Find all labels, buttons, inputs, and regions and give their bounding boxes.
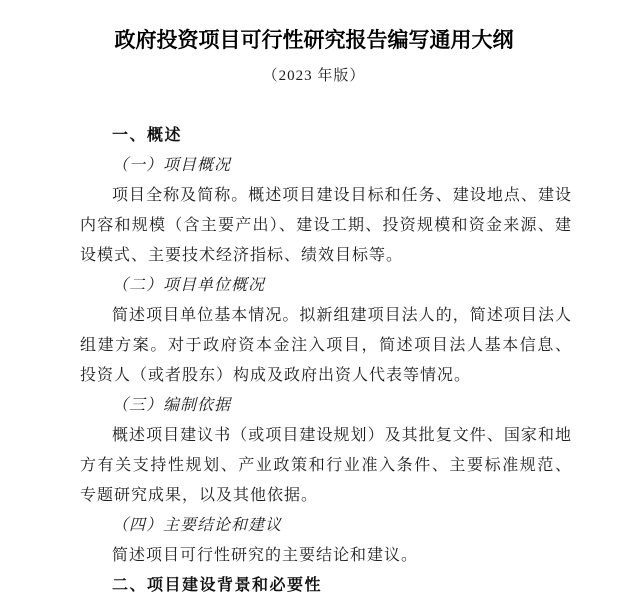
sub-heading: （三）编制依据 [112,397,232,414]
document-body [0,121,628,592]
body-paragraph: 简述项目可行性研究的主要结论和建议。 [112,547,419,564]
edition-subtitle: （2023 年版） [262,68,366,84]
section-heading: 一、概述 [112,127,183,144]
sub-heading: （四）主要结论和建议 [112,517,283,534]
body-paragraph: 概述项目建议书（或项目建设规划）及其批复文件、国家和地方有关支持性规划、产业政策和行业准入条件、主要标准规范、专题研究成果，以及其他依据。 [80,427,572,504]
body-paragraph: 项目全称及简称。概述项目建设目标和任务、建设地点、建设内容和规模（含主要产出）、建设工期、投资规模和资金来源、建设模式、主要技术经济指标、绩效目标等。 [80,187,572,264]
sub-heading: （二）项目单位概况 [112,277,266,294]
sub-heading: （一）项目概况 [112,157,232,174]
body-paragraph: 简述项目单位基本情况。拟新组建项目法人的，简述项目法人组建方案。对于政府资本金注入项目，简述项目法人基本信息、投资人（或者股东）构成及政府出资人代表等情况。 [80,307,572,384]
page-title: 政府投资项目可行性研究报告编写通用大纲 [114,28,514,52]
section-heading: 二、项目建设背景和必要性 [112,577,323,592]
document-page [0,26,628,592]
